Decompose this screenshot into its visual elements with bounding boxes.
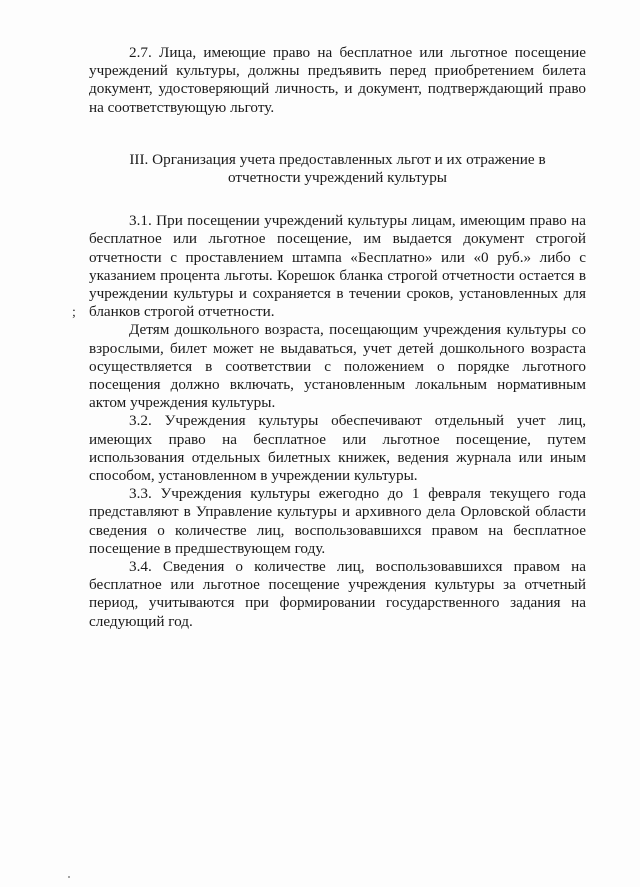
paragraph-3-3: 3.3. Учреждения культуры ежегодно до 1 февраля текущего года представляют в Управление культуры и архивного дела Орловской области сведения о количестве лиц, воспользовавшихся правом на бесплатное посещение в предшествующем году. — [89, 485, 586, 557]
margin-mark: ; — [72, 305, 76, 320]
document-body — [89, 44, 586, 631]
paragraph-3-1-children: Детям дошкольного возраста, посещающим учреждения культуры со взрослыми, билет может не выдаваться, учет детей дошкольного возраста осуществляется в соответствии с положением о порядке льготного посещения должно включать, установленным локальным нормативным актом учреждения культуры. — [89, 321, 586, 412]
scan-speck — [68, 876, 70, 878]
paragraph-2-7: 2.7. Лица, имеющие право на бесплатное или льготное посещение учреждений культуры, должны предъявить перед приобретением билета документ, удостоверяющий личность, и документ, подтверждающий право на соответствующую льготу. — [89, 44, 586, 116]
paragraph-3-1: 3.1. При посещении учреждений культуры лицам, имеющим право на бесплатное или льготное посещение, им выдается документ строгой отчетности с проставлением штампа «Бесплатно» или «0 руб.» либо с указанием процента льготы. Корешок бланка строгой отчетности остается в учреждении культуры и сохраняется в течении сроков, установленных для бланков строгой отчетности. — [89, 212, 586, 321]
section-3-heading: III. Организация учета предоставленных льгот и их отражение в отчетности учреждений культуры — [129, 150, 546, 187]
paragraph-3-4: 3.4. Сведения о количестве лиц, воспользовавшихся правом на бесплатное или льготное посещение учреждения культуры за отчетный период, учитываются при формировании государственного задания на следующий год. — [89, 558, 586, 630]
paragraph-3-2: 3.2. Учреждения культуры обеспечивают отдельный учет лиц, имеющих право на бесплатное или льготное посещение, путем использования отдельных билетных книжек, ведения журнала или иным способом, установленном в учреждении культуры. — [89, 412, 586, 485]
